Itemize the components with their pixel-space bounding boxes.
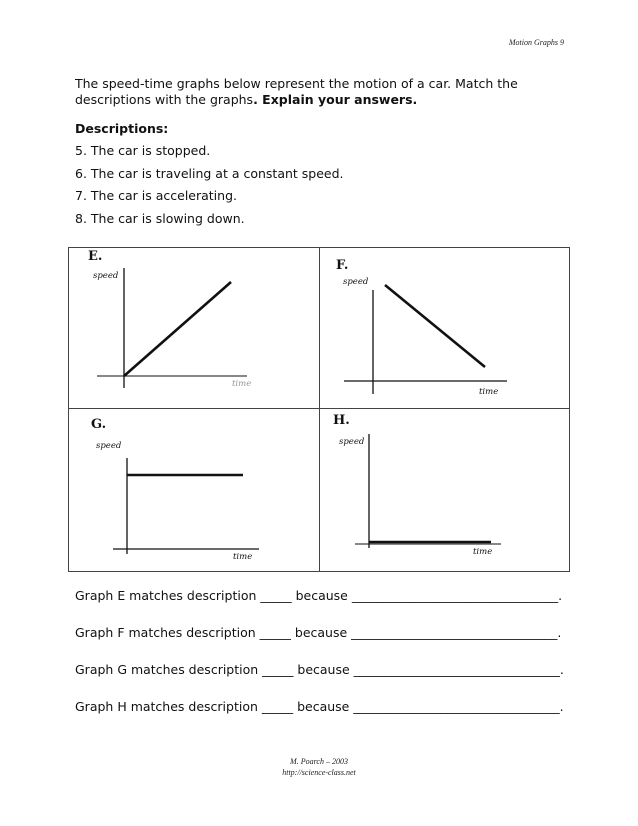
graph-h (333, 413, 501, 557)
answer-line-g[interactable]: Graph G matches description _____ because _________________________________. (75, 662, 564, 677)
page-footer (0, 756, 638, 778)
graph-f-time-label: time (479, 387, 499, 397)
graph-h-letter: H. (333, 413, 350, 428)
description-item: 8. The car is slowing down. (75, 210, 245, 226)
graph-e-line (124, 282, 231, 376)
instructions-emphasis: . Explain your answers. (253, 92, 418, 107)
answer-line-e[interactable]: Graph E matches description _____ because _________________________________. (75, 588, 563, 603)
graph-e-time-label: time (232, 379, 252, 389)
graph-f-letter: F. (336, 258, 349, 273)
footer-url[interactable]: http://science-class.net (282, 768, 356, 777)
graph-f-line (385, 285, 485, 367)
graph-f (336, 258, 507, 397)
descriptions-heading: Descriptions: (75, 121, 169, 136)
answer-line-h[interactable]: Graph H matches description _____ because _________________________________. (75, 699, 564, 714)
graph-e (88, 249, 251, 389)
graph-e-speed-label: speed (93, 271, 119, 281)
graph-g (91, 417, 259, 562)
graphs-canvas (69, 248, 571, 573)
description-item: 5. The car is stopped. (75, 143, 211, 158)
page-header-label: Motion Graphs 9 (508, 38, 564, 47)
graph-h-speed-label: speed (339, 437, 365, 447)
graph-g-letter: G. (91, 417, 107, 432)
graph-g-speed-label: speed (96, 441, 122, 451)
graph-g-time-label: time (233, 552, 253, 562)
description-item: 6. The car is traveling at a constant speed. (75, 165, 344, 181)
answer-lines (75, 588, 564, 736)
answer-line-f[interactable]: Graph F matches description _____ because _________________________________. (75, 625, 562, 640)
graphs-grid (68, 247, 570, 572)
instructions-paragraph (75, 76, 555, 108)
descriptions-list (75, 143, 344, 233)
footer-author: M. Poarch – 2003 (290, 757, 348, 766)
graph-h-time-label: time (473, 547, 493, 557)
instructions-text: The speed-time graphs below represent the motion of a car. Match the descriptions with the graphs (75, 76, 518, 107)
graph-f-speed-label: speed (343, 277, 369, 287)
graph-e-letter: E. (88, 249, 103, 264)
description-item: 7. The car is accelerating. (75, 188, 237, 203)
